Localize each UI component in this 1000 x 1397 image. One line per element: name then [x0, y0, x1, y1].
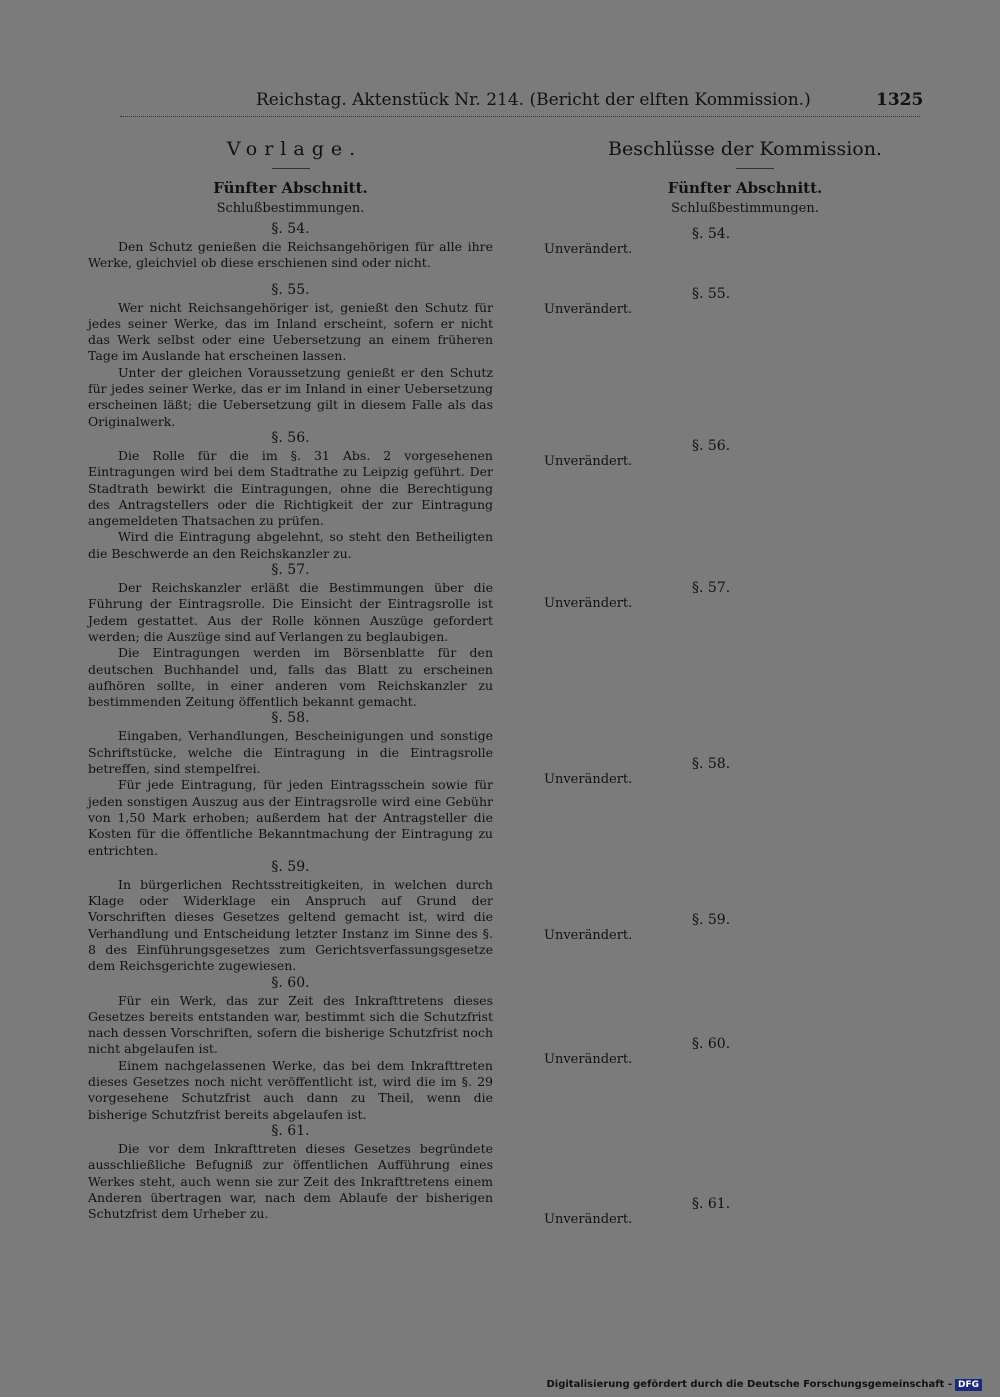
paragraph-text: Für ein Werk, das zur Zeit des Inkrafttretens dieses Gesetzes bereits entstanden war, bestimmt sich die Schutzfrist nach dessen Vorschriften, sofern die bisherige Schutzfrist noch nicht abgelaufen ist. [88, 992, 493, 1057]
paragraph-text: Der Reichskanzler erläßt die Bestimmungen über die Führung der Eintragsrolle. Die Einsicht der Eintragsrolle ist Jedem gestattet. Aus der Rolle können Auszüge gefordert werden; die Auszüge sind auf Verlangen zu beglaubigen. [88, 580, 493, 644]
paragraph-number: §. 59. [271, 858, 310, 875]
paragraph-text: Eingaben, Verhandlungen, Bescheinigungen und sonstige Schriftstücke, welche die Eintragung in die Eintragsrolle betreffen, sind stempelfrei. [88, 728, 493, 777]
paragraph-text: Einem nachgelassenen Werke, das bei dem Inkrafttreten dieses Gesetzes noch nicht veröffentlicht ist, wird die im §. 29 vorgesehene Schutzfrist auch dann zu Theil, wenn die bisherige Schutzfrist bereits abgelaufen ist. [88, 1057, 493, 1122]
paragraph-56 [88, 430, 493, 562]
decision-text: Unverändert. [544, 596, 633, 611]
paragraph-number: §. 58. [271, 710, 310, 727]
paragraph-number: §. 54. [271, 221, 310, 237]
paragraph-text: Unter der gleichen Voraussetzung genießt er den Schutz für jedes seiner Werke, das er im Inland in einer Uebersetzung erscheinen läßt; die Uebersetzung gilt in diesem Falle als das Originalwerk. [88, 364, 493, 429]
column-beschluesse [540, 138, 910, 1227]
paragraph-54 [88, 221, 493, 272]
title-rule-right [736, 168, 774, 169]
section-subtitle-left: Schlußbestimmungen. [216, 201, 365, 216]
digitization-credit [546, 1379, 982, 1391]
paragraph-60 [88, 975, 493, 1123]
decision-text: Unverändert. [544, 772, 633, 787]
paragraph-text: Für jede Eintragung, für jeden Eintragsschein sowie für jeden sonstigen Auszug aus der Eintragsrolle wird eine Gebühr von 1,50 Mark erhoben; außerdem hat der Antragsteller die Kosten für die öffentliche Bekanntmachung der Eintragung zu entrichten. [88, 777, 493, 858]
paragraph-55 [88, 282, 493, 430]
running-title: Reichstag. Aktenstück Nr. 214. (Bericht der elften Kommission.) [256, 90, 811, 110]
paragraph-text: Die Eintragungen werden im Börsenblatte für den deutschen Buchhandel und, falls das Blatt zu erscheinen aufhören sollte, in einer anderen vom Reichskanzler zu bestimmenden Zeitung öffentlich bekannt gemacht. [88, 645, 493, 710]
column-vorlage [88, 138, 493, 1222]
dfg-logo: DFG [955, 1379, 982, 1391]
paragraph-number: §. 61. [271, 1122, 310, 1139]
decision-number: §. 59. [692, 912, 731, 928]
section-title-right: Fünfter Abschnitt. [667, 179, 823, 197]
paragraph-number: §. 55. [271, 281, 310, 298]
paragraph-number: §. 57. [271, 562, 310, 579]
paragraph-text: Wer nicht Reichsangehöriger ist, genießt den Schutz für jedes seiner Werke, das im Inland erscheint, sofern er nicht das Werk selbst oder eine Uebersetzung an einem früheren Tage im Auslande hat erscheinen lassen. [88, 299, 493, 364]
paragraph-61 [88, 1123, 493, 1222]
page-number: 1325 [876, 90, 924, 110]
decision-text: Unverändert. [544, 454, 633, 469]
decision-number: §. 60. [692, 1036, 731, 1052]
section-subtitle-right: Schlußbestimmungen. [671, 201, 819, 216]
paragraph-number: §. 60. [271, 974, 310, 991]
decision-number: §. 61. [692, 1196, 731, 1212]
decision-number: §. 58. [692, 756, 731, 772]
page-header [0, 90, 1000, 114]
paragraph-text: Die Rolle für die im §. 31 Abs. 2 vorgesehenen Eintragungen wird bei dem Stadtrathe zu Leipzig geführt. Der Stadtrath bewirkt die Eintragungen, ohne die Berechtigung des Antragstellers oder die Richtigkeit der zur Eintragung angemeldeten Thatsachen zu prüfen. [88, 447, 493, 529]
decision-text: Unverändert. [544, 242, 633, 257]
column-title-right: Beschlüsse der Kommission. [608, 138, 882, 160]
decision-text: Unverändert. [544, 1052, 633, 1067]
column-title-left: Vorlage. [226, 138, 363, 160]
paragraph-58 [88, 710, 493, 858]
decision-number: §. 57. [692, 580, 731, 596]
decision-number: §. 54. [692, 226, 731, 242]
section-title-left: Fünfter Abschnitt. [213, 179, 368, 197]
decision-number: §. 55. [692, 286, 731, 302]
paragraph-text: Den Schutz genießen die Reichsangehörigen für alle ihre Werke, gleichviel ob diese erschienen sind oder nicht. [88, 239, 493, 271]
paragraph-57 [88, 562, 493, 710]
decision-number: §. 56. [692, 438, 731, 454]
decision-text: Unverändert. [544, 1212, 633, 1227]
paragraph-59 [88, 859, 493, 975]
paragraph-text: Wird die Eintragung abgelehnt, so steht den Betheiligten die Beschwerde an den Reichskanzler zu. [88, 529, 493, 561]
title-rule-left [272, 168, 310, 169]
paragraph-text: Die vor dem Inkrafttreten dieses Gesetzes begründete ausschließliche Befugniß zur öffentlichen Aufführung eines Werkes steht, auch wenn sie zur Zeit des Inkrafttretens einem Anderen übertragen war, nach dem Ablaufe der bisherigen Schutzfrist dem Urheber zu. [88, 1140, 493, 1222]
paragraph-text: In bürgerlichen Rechtsstreitigkeiten, in welchen durch Klage oder Widerklage ein Anspruch auf Grund der Vorschriften dieses Gesetzes geltend gemacht ist, wird die Verhandlung und Entscheidung letzter Instanz im Sinne des §. 8 des Einführungsgesetzes zum Gerichtsverfassungsgesetze dem Reichsgerichte zugewiesen. [88, 876, 493, 974]
decision-text: Unverändert. [544, 928, 633, 943]
decision-text: Unverändert. [544, 302, 633, 317]
credit-text: Digitalisierung gefördert durch die Deutsche Forschungsgemeinschaft - [546, 1379, 952, 1390]
header-rule [120, 116, 920, 117]
paragraph-number: §. 56. [271, 429, 310, 446]
